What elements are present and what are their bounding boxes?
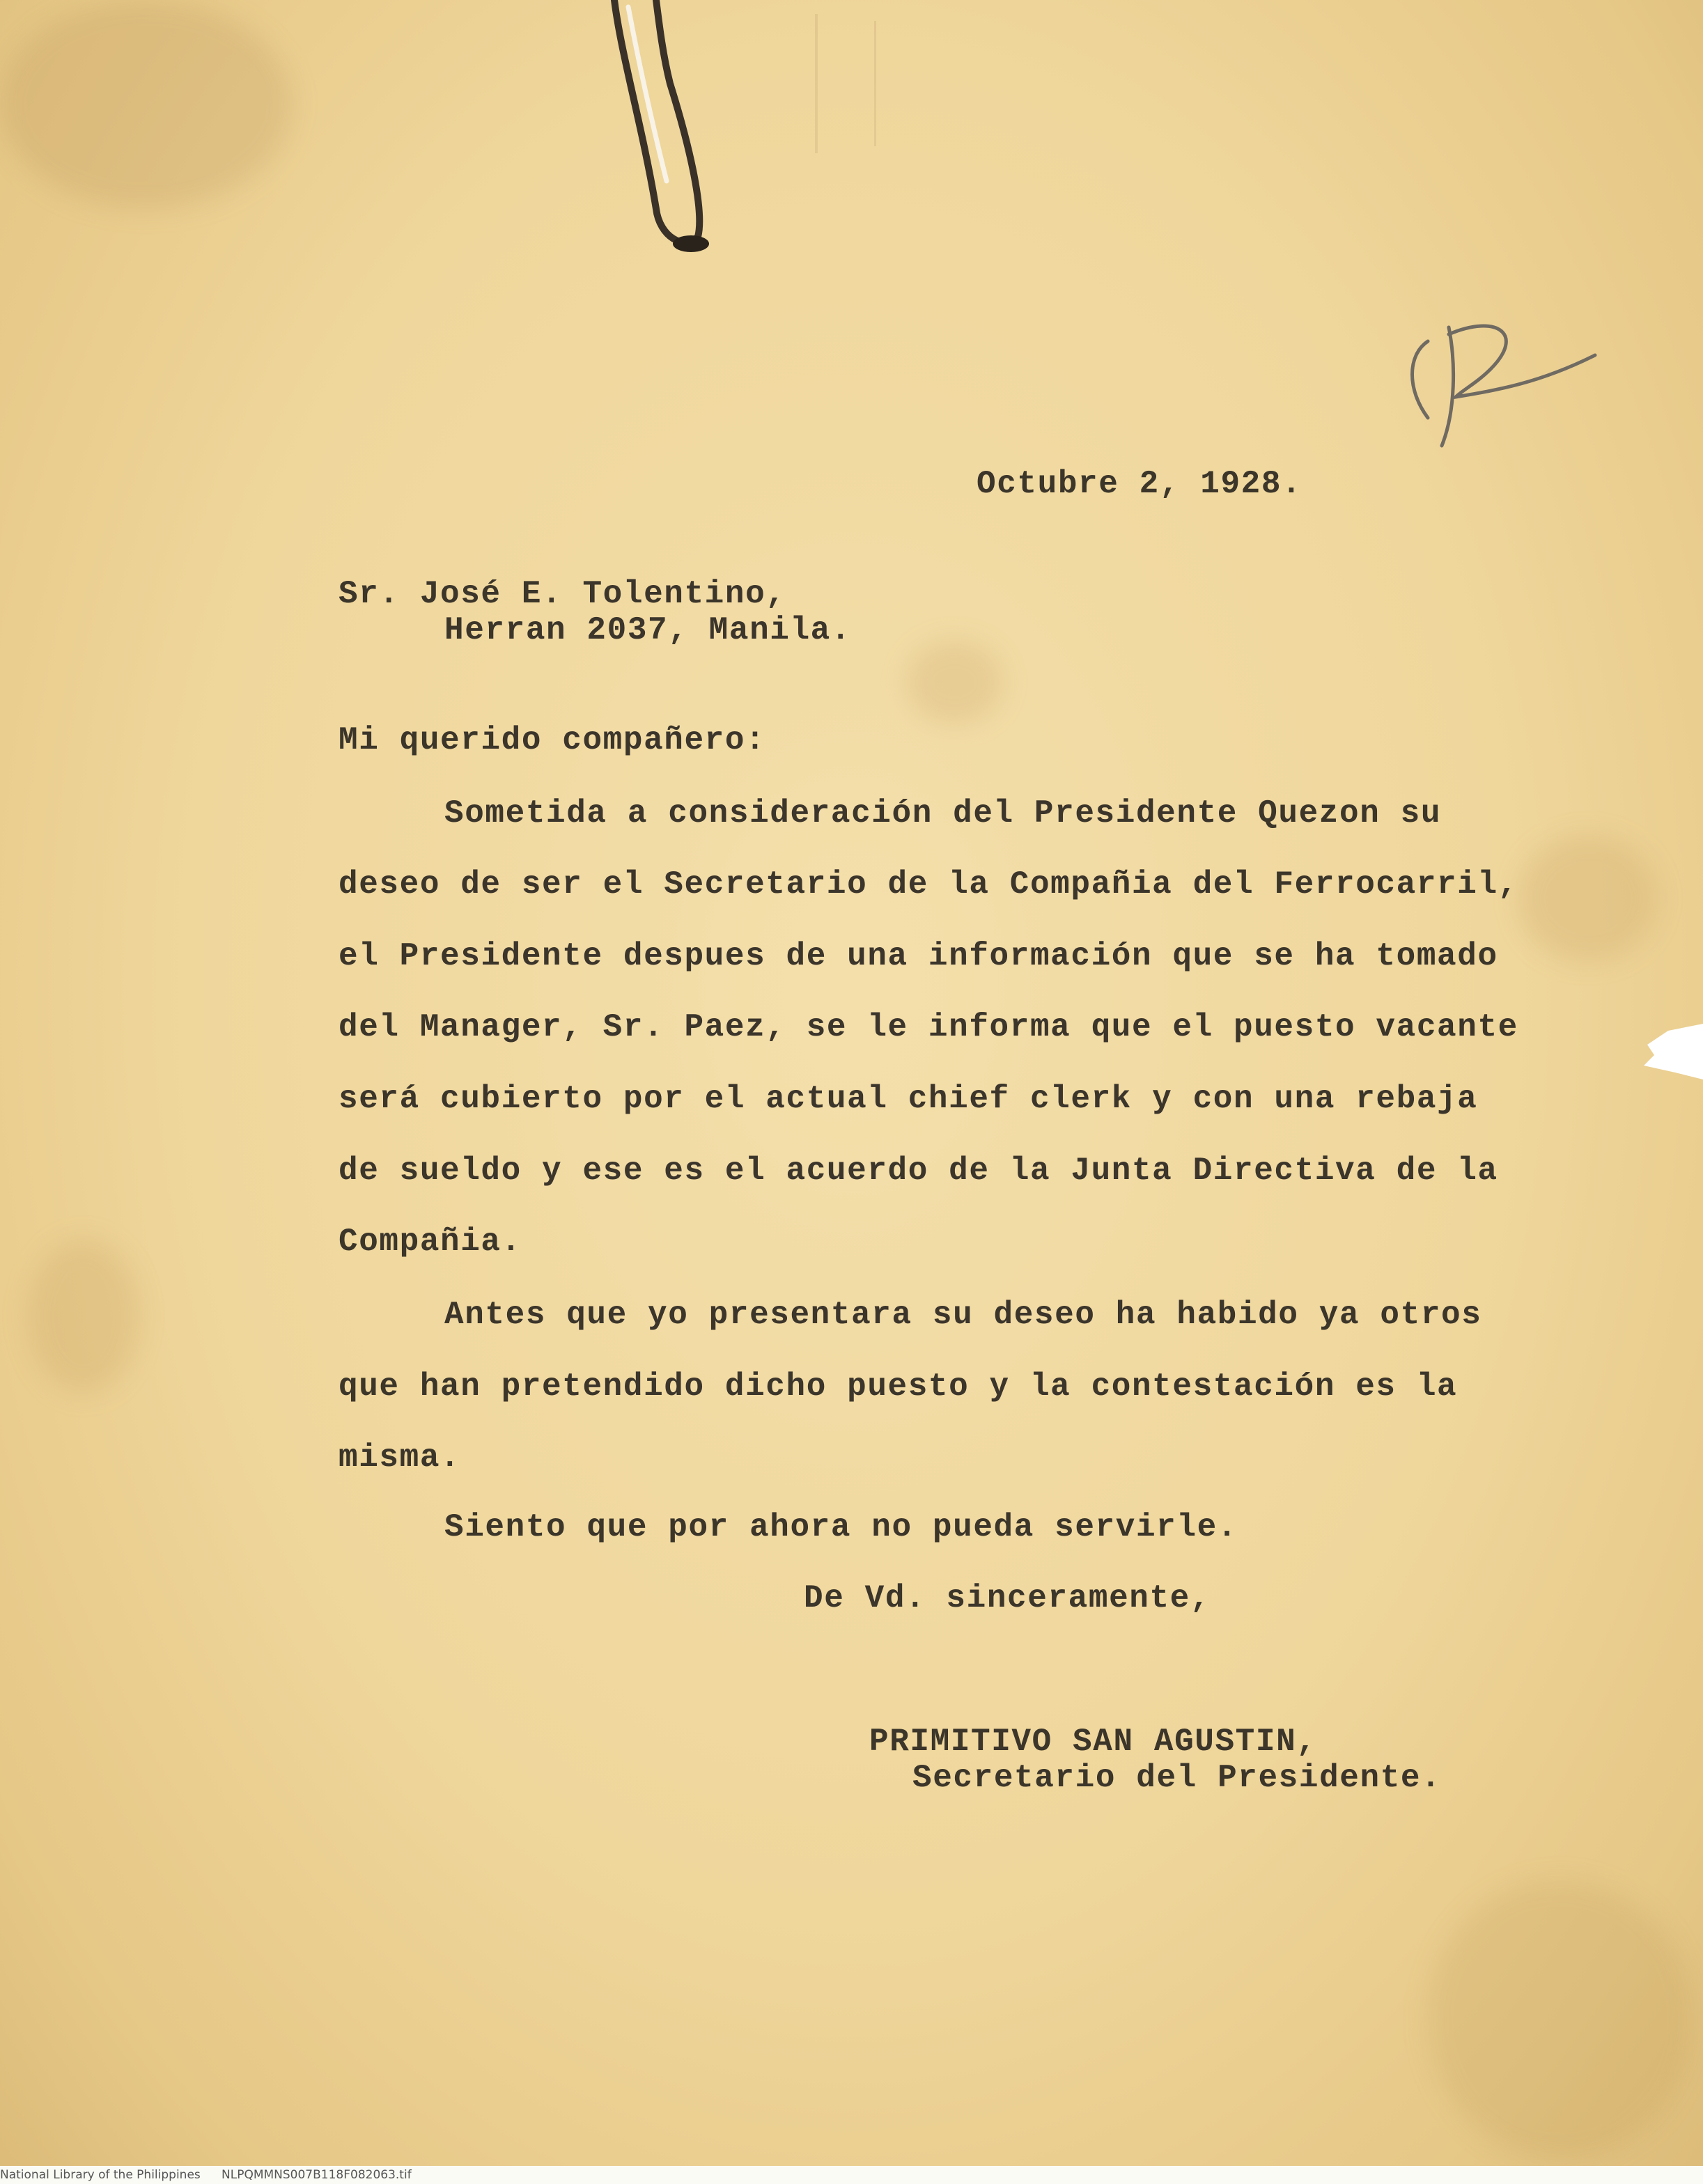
pencil-annotation: [1400, 313, 1609, 453]
torn-edge: [1640, 1024, 1703, 1079]
paragraph-line: Sometida a consideración del Presidente Quezon su: [444, 795, 1442, 832]
paper-crease: [815, 14, 818, 153]
paragraph-line: Siento que por ahora no pueda servirle.: [444, 1509, 1238, 1545]
footer-library: National Library of the Philippines: [0, 2168, 201, 2182]
signer-title: Secretario del Presidente.: [912, 1760, 1442, 1796]
recipient-address: Herran 2037, Manila.: [444, 612, 852, 648]
paragraph-line: el Presidente despues de una información que se ha tomado: [339, 938, 1498, 974]
signer-name: PRIMITIVO SAN AGUSTIN,: [869, 1724, 1317, 1760]
paragraph-line: que han pretendido dicho puesto y la contestación es la: [339, 1368, 1458, 1405]
letter-date: Octubre 2, 1928.: [977, 466, 1302, 502]
paper-stain: [28, 1240, 139, 1393]
footer-file-id: NLPQMMNS007B118F082063.tif: [221, 2168, 412, 2182]
paper-stain: [0, 0, 293, 209]
paragraph-line: Antes que yo presentara su deseo ha habido ya otros: [444, 1297, 1482, 1333]
paragraph-line: del Manager, Sr. Paez, se le informa que el puesto vacante: [339, 1009, 1518, 1045]
paperclip-mark: [600, 0, 719, 265]
paragraph-line: misma.: [339, 1440, 461, 1476]
paragraph-line: de sueldo y ese es el acuerdo de la Junta Directiva de la: [339, 1153, 1498, 1189]
paper-crease: [874, 21, 876, 146]
paper-stain: [1428, 1880, 1693, 2159]
paragraph-line: Compañia.: [339, 1224, 522, 1260]
recipient-name: Sr. José E. Tolentino,: [339, 576, 786, 612]
paragraph-line: deseo de ser el Secretario de la Compañia del Ferrocarril,: [339, 866, 1518, 903]
paper-stain: [1518, 836, 1658, 961]
closing: De Vd. sinceramente,: [804, 1580, 1211, 1616]
paragraph-line: será cubierto por el actual chief clerk y con una rebaja: [339, 1081, 1478, 1117]
pencil-annotation-letter: R: [1400, 313, 1401, 314]
salutation: Mi querido compañero:: [339, 722, 766, 758]
paper-stain: [905, 641, 1003, 724]
